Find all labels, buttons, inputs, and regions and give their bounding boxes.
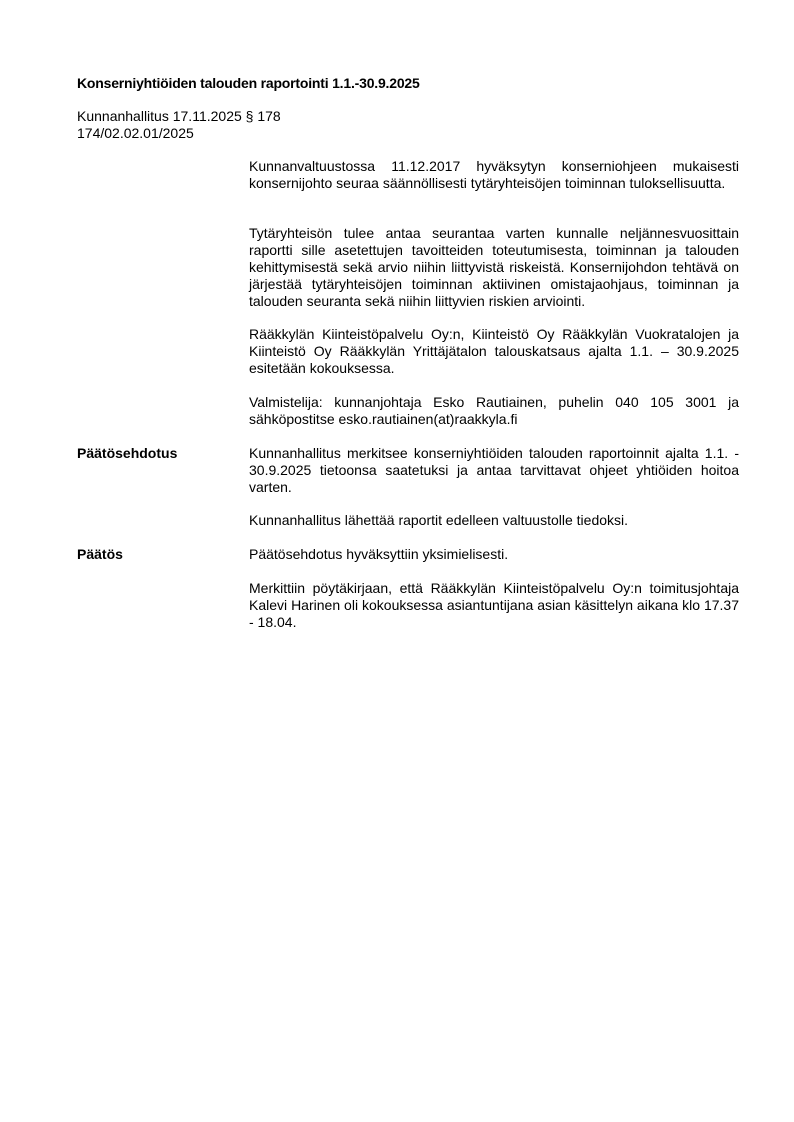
document-title: Konserniyhtiöiden talouden raportointi 1.1.-30.9.2025 — [77, 75, 420, 91]
preparation-section — [249, 225, 739, 310]
proposal-paragraph: Kunnanhallitus merkitsee konserniyhtiöiden talouden raportoinnit ajalta 1.1. - 30.9.2025 tietoonsa saatetuksi ja antaa tarvittavat ohjeet yhtiöiden hoitoa varten. — [249, 445, 739, 495]
decision-section — [249, 580, 739, 631]
proposal-paragraph: Kunnanhallitus lähettää raportit edelleen valtuustolle tiedoksi. — [249, 512, 629, 528]
decision-paragraph: Päätösehdotus hyväksyttiin yksimielisesti. — [249, 546, 509, 562]
proposal-section — [249, 512, 739, 529]
record-number: 174/02.02.01/2025 — [77, 125, 194, 141]
preparation-paragraph: Tytäryhteisön tulee antaa seurantaa varten kunnalle neljännesvuosittain raportti sille asetettujen tavoitteiden toteutumisesta, toiminnan ja talouden kehittymisestä sekä arvio niihin liittyvistä riskeistä. Konsernijohdon tehtävä on järjestää tytäryhteisöjen toiminnan aktiivinen omistajaohjaus, toiminnan ja talouden seuranta sekä niihin liittyvien riskien arviointi. — [249, 225, 739, 309]
decision-section — [249, 546, 739, 563]
preparation-paragraph: Kunnanvaltuustossa 11.12.2017 hyväksytyn konserniohjeen mukaisesti konsernijohto seuraa säännöllisesti tytäryhteisöjen toiminnan tuloksellisuutta. — [249, 158, 739, 191]
preparation-paragraph: Rääkkylän Kiinteistöpalvelu Oy:n, Kiinteistö Oy Rääkkylän Vuokratalojen ja Kiinteistö Oy Rääkkylän Yrittäjätalon talouskatsaus ajalta 1.1. – 30.9.2025 esitetään kokouksessa. — [249, 326, 739, 376]
preparation-paragraph: Valmistelija: kunnanjohtaja Esko Rautiainen, puhelin 040 105 3001 ja sähköpostitse esko.rautiainen(at)raakkyla.fi — [249, 394, 739, 427]
proposal-label: Päätösehdotus — [77, 445, 178, 461]
decision-paragraph: Merkittiin pöytäkirjaan, että Rääkkylän Kiinteistöpalvelu Oy:n toimitusjohtaja Kalevi Harinen oli kokouksessa asiantuntijana asian käsittelyn aikana klo 17.37 - 18.04. — [249, 580, 739, 630]
proposal-section — [249, 445, 739, 496]
meeting-line: Kunnanhallitus 17.11.2025 § 178 — [77, 108, 281, 124]
decision-label: Päätös — [77, 546, 123, 562]
meeting-meta — [77, 108, 281, 142]
preparation-section — [249, 326, 739, 377]
preparation-section — [249, 394, 739, 428]
preparation-section — [249, 158, 739, 192]
